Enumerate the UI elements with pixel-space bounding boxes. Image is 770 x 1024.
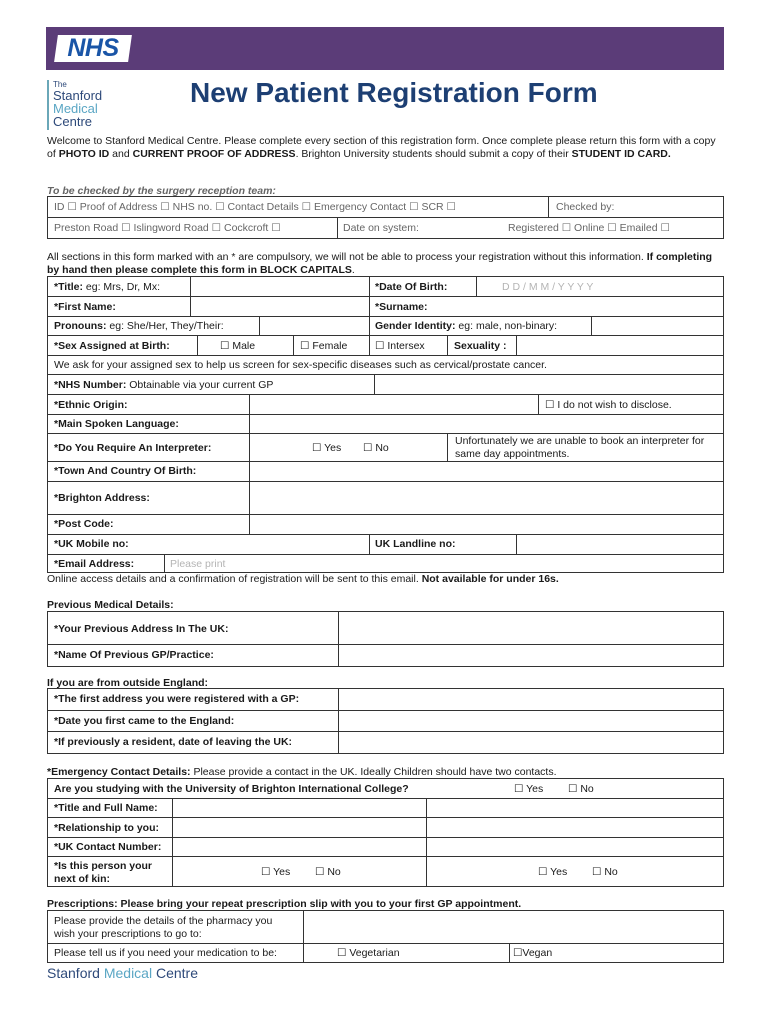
relationship-label: *Relationship to you: [54,822,159,834]
contact2-kin-yes-checkbox[interactable]: ☐ Yes [538,866,568,878]
interpreter-note: Unfortunately we are unable to book an interpreter for same day appointments. [455,435,705,460]
medication-label: Please tell us if you need your medication to be: [54,947,277,959]
brighton-address-label: *Brighton Address: [54,492,150,504]
gender-input[interactable] [592,317,723,334]
prescriptions-heading: Prescriptions: Please bring your repeat prescription slip with you to your first GP appointment. [47,898,522,910]
pronouns-label: Pronouns: eg: She/Her, They/Their: [54,320,224,332]
sexuality-label: Sexuality : [454,340,507,352]
online-access-note: Online access details and a confirmation of registration will be sent to this email. Not available for under 16s. [47,573,559,585]
next-of-kin-label-2: next of kin: [54,873,111,885]
page-title: New Patient Registration Form [190,77,598,108]
previous-gp-label: *Name Of Previous GP/Practice: [54,649,214,661]
previous-gp-input[interactable] [339,645,723,666]
contact-name-label: *Title and Full Name: [54,802,158,814]
nhs-number-label: *NHS Number: Obtainable via your current GP [54,379,274,391]
vegetarian-checkbox[interactable]: ☐ Vegetarian [337,947,400,959]
date-on-system-label: Date on system: [343,222,419,234]
brighton-address-input[interactable] [250,482,723,513]
checked-by-label: Checked by: [556,201,615,213]
interpreter-yes-checkbox[interactable]: ☐ Yes [312,442,342,454]
previous-address-label: *Your Previous Address In The UK: [54,623,229,635]
surname-input[interactable] [476,297,723,315]
site-checklist[interactable]: Preston Road ☐ Islingword Road ☐ Cockcroft ☐ [54,222,281,234]
contact2-relationship-input[interactable] [427,818,723,836]
birth-place-input[interactable] [250,462,723,480]
uk-landline-label: UK Landline no: [375,538,456,550]
reception-checklist[interactable]: ID ☐ Proof of Address ☐ NHS no. ☐ Contact Details ☐ Emergency Contact ☐ SCR ☐ [54,201,456,213]
college-no-checkbox[interactable]: ☐ No [568,783,594,795]
dob-label: *Date Of Birth: [375,281,448,293]
contact1-kin-yes-checkbox[interactable]: ☐ Yes [261,866,291,878]
date-came-label: *Date you first came to the England: [54,715,235,727]
nhs-logo: NHS [54,35,132,62]
vegan-checkbox[interactable]: ☐Vegan [513,947,553,959]
email-label: *Email Address: [54,558,135,570]
first-name-input[interactable] [191,297,368,315]
dob-input[interactable]: D D / M M / Y Y Y Y [502,281,594,293]
contact1-name-input[interactable] [173,799,425,816]
title-field-label: *Title: eg: Mrs, Dr, Mx: [54,281,160,293]
college-yes-checkbox[interactable]: ☐ Yes [514,783,544,795]
next-of-kin-label-1: *Is this person your [54,860,153,872]
contact2-name-input[interactable] [427,799,723,816]
ethnic-origin-input[interactable] [250,395,537,413]
pronouns-input[interactable] [260,317,368,334]
emergency-heading: *Emergency Contact Details: Please provide a contact in the UK. Ideally Children should have two contacts. [47,766,557,778]
contact1-kin-no-checkbox[interactable]: ☐ No [315,866,341,878]
pharmacy-input[interactable] [304,911,723,942]
reception-heading: To be checked by the surgery reception team: [47,185,276,197]
sex-note: We ask for your assigned sex to help us screen for sex-specific diseases such as cervical/prostate cancer. [54,359,547,371]
language-input[interactable] [250,415,723,432]
first-gp-address-input[interactable] [339,689,723,709]
ethnic-origin-label: *Ethnic Origin: [54,399,128,411]
male-checkbox[interactable]: ☐ Male [220,340,256,352]
previous-address-input[interactable] [339,612,723,643]
registered-checklist[interactable]: Registered ☐ Online ☐ Emailed ☐ [508,222,670,234]
date-came-input[interactable] [339,711,723,730]
ethnic-optout-checkbox[interactable]: ☐ I do not wish to disclose. [545,399,672,411]
first-name-label: *First Name: [54,301,116,313]
email-input[interactable]: Please print [170,558,226,570]
contact1-number-input[interactable] [173,838,425,855]
female-checkbox[interactable]: ☐ Female [300,340,348,352]
contact2-kin-no-checkbox[interactable]: ☐ No [592,866,618,878]
nhs-number-input[interactable] [375,375,723,393]
sexuality-input[interactable] [517,336,723,354]
previous-medical-heading: Previous Medical Details: [47,599,174,611]
date-left-label: *If previously a resident, date of leaving the UK: [54,736,293,748]
pharmacy-label-1: Please provide the details of the pharmacy you [54,915,273,927]
header-bar [46,27,724,70]
contact1-relationship-input[interactable] [173,818,425,836]
post-code-input[interactable] [250,515,723,533]
surname-label: *Surname: [375,301,428,313]
interpreter-no-checkbox[interactable]: ☐ No [363,442,389,454]
gender-label: Gender Identity: eg: male, non-binary: [375,320,558,332]
first-gp-address-label: *The first address you were registered with a GP: [54,693,300,705]
pharmacy-label-2: wish your prescriptions to go to: [54,928,202,940]
interpreter-label: *Do You Require An Interpreter: [54,442,212,454]
language-label: *Main Spoken Language: [54,418,179,430]
footer-logo: Stanford Medical Centre [47,965,198,981]
post-code-label: *Post Code: [54,518,114,530]
intro-text: Welcome to Stanford Medical Centre. Please complete every section of this registration form. Once complete please return this form with a copy of PHOTO ID and CURRENT PROOF OF ADDRESS. Brighton University students should submit a copy of their STUDENT ID CARD. [47,135,716,160]
date-left-input[interactable] [339,732,723,753]
uk-mobile-label: *UK Mobile no: [54,538,129,550]
outside-england-heading: If you are from outside England: [47,677,209,689]
contact2-number-input[interactable] [427,838,723,855]
intersex-checkbox[interactable]: ☐ Intersex [375,340,425,352]
compulsory-notice: All sections in this form marked with an * are compulsory, we will not be able to process your registration without this information. If completing by hand then please complete this form in BLOCK CAPITALS. [47,251,713,276]
stanford-medical-centre-logo: The Stanford Medical Centre [47,80,117,130]
birth-place-label: *Town And Country Of Birth: [54,465,197,477]
sex-label: *Sex Assigned at Birth: [54,340,170,352]
title-input[interactable] [191,277,368,295]
contact-number-label: *UK Contact Number: [54,841,162,853]
uk-landline-input[interactable] [517,535,723,553]
college-question: Are you studying with the University of Brighton International College? [54,783,409,795]
